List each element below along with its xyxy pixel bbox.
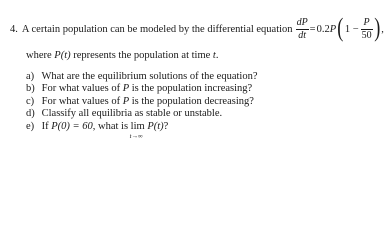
where-symbol: P(t) — [54, 50, 71, 61]
sub-question-label: b) — [26, 83, 35, 95]
limit-argument: P(t) — [147, 120, 164, 132]
sub-question-e — [26, 120, 258, 140]
derivative-denominator: dt — [298, 29, 306, 41]
sub-question-variable: P — [122, 95, 130, 107]
sub-question-d — [26, 108, 258, 120]
sub-question-variable: P — [122, 83, 130, 95]
population-variable: P — [329, 23, 337, 35]
derivative-numerator: dP — [296, 16, 308, 28]
sub-question-text: For what values of — [41, 95, 121, 107]
variable-definition — [26, 50, 218, 61]
sub-question-text: is the population decreasing? — [131, 95, 254, 107]
initial-condition: P(0) = 60 — [51, 120, 93, 132]
close-parenthesis: ) — [373, 13, 380, 42]
sub-questions — [26, 71, 258, 140]
sub-question-label: c) — [26, 95, 35, 107]
one-minus: 1 − — [344, 23, 359, 35]
fraction-numerator: P — [363, 16, 370, 28]
sub-question-b — [26, 83, 258, 95]
sub-question-text: If — [41, 120, 49, 132]
problem-statement — [10, 14, 384, 44]
carrying-capacity-fraction — [361, 18, 373, 41]
sub-question-text: , what is — [92, 120, 129, 132]
sub-question-text: Classify all equilibria as stable or unstable. — [41, 108, 223, 120]
sub-question-c — [26, 96, 258, 108]
coefficient: 0.2 — [316, 23, 330, 35]
sub-question-a — [26, 71, 258, 83]
limit-subscript: t→∞ — [129, 132, 143, 140]
fraction-denominator: 50 — [361, 29, 372, 41]
sub-question-end: ? — [163, 120, 169, 132]
derivative-fraction — [296, 18, 309, 41]
where-prefix: where — [26, 50, 52, 61]
where-suffix: represents the population at time — [73, 50, 211, 61]
sub-question-label: e) — [26, 120, 35, 132]
sub-question-text: What are the equilibrium solutions of the equation? — [41, 71, 258, 82]
sub-question-label: a) — [26, 71, 35, 82]
sub-question-text: is the population increasing? — [131, 83, 253, 95]
problem-intro: A certain population can be modeled by the differential equation — [21, 23, 293, 35]
trailing-comma: , — [381, 23, 384, 35]
sub-question-label: d) — [26, 108, 35, 120]
sub-question-text: For what values of — [41, 83, 121, 95]
where-time: t — [212, 50, 216, 61]
where-end: . — [215, 50, 219, 61]
problem-number: 4. — [10, 23, 18, 35]
equals-sign: = — [309, 23, 316, 35]
limit-word: lim — [130, 120, 145, 132]
limit-operator — [129, 120, 145, 140]
open-parenthesis: ( — [337, 13, 344, 42]
